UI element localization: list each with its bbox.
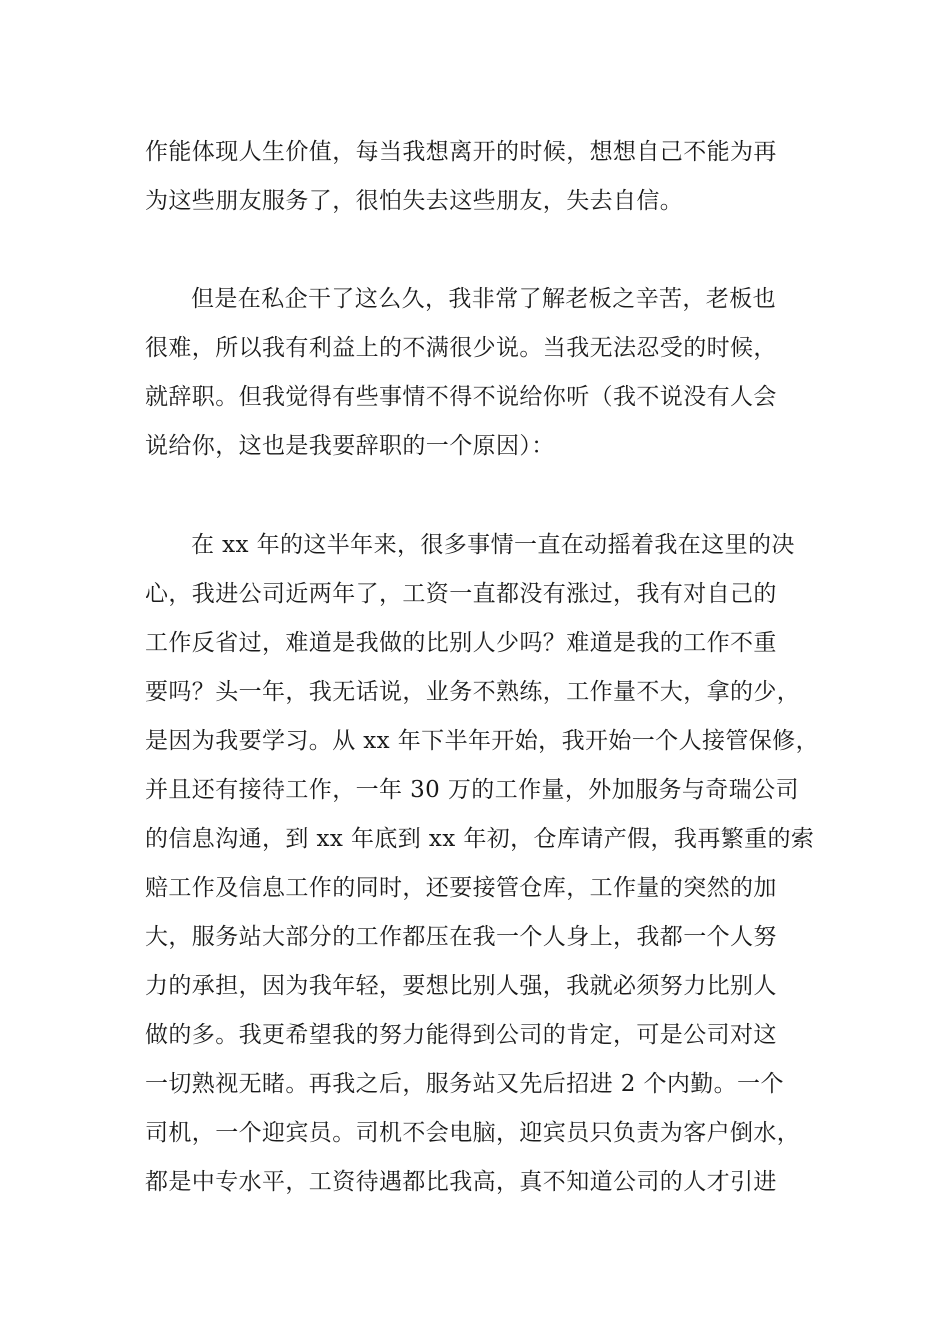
paragraph-3: [145, 521, 835, 1207]
text-line: 司机，一个迎宾员。司机不会电脑，迎宾员只负责为客户倒水，: [145, 1120, 801, 1146]
text-line: 赔工作及信息工作的同时，还要接管仓库，工作量的突然的加: [145, 875, 777, 901]
text-line: 做的多。我更希望我的努力能得到公司的肯定，可是公司对这: [145, 1022, 777, 1048]
text-line: 要吗？头一年，我无话说，业务不熟练，工作量不大，拿的少，: [145, 679, 801, 705]
text-line: 大，服务站大部分的工作都压在我一个人身上，我都一个人努: [145, 924, 777, 950]
text-line: 但是在私企干了这么久，我非常了解老板之辛苦，老板也: [191, 286, 776, 312]
text-line: 一切熟视无睹。再我之后，服务站又先后招进 2 个内勤。一个: [145, 1071, 784, 1097]
text-line: 心，我进公司近两年了，工资一直都没有涨过，我有对自己的: [145, 581, 777, 607]
text-line: 都是中专水平，工资待遇都比我高，真不知道公司的人才引进: [145, 1169, 777, 1195]
text-line: 说给你，这也是我要辞职的一个原因）：: [145, 433, 555, 459]
text-line: 力的承担，因为我年轻，要想比别人强，我就必须努力比别人: [145, 973, 777, 999]
text-line: 很难，所以我有利益上的不满很少说。当我无法忍受的时候，: [145, 335, 777, 361]
paragraph-2: [145, 275, 835, 471]
text-line: 作能体现人生价值，每当我想离开的时候，想想自己不能为再: [145, 139, 777, 165]
paragraph-1: [145, 128, 835, 226]
text-line: 就辞职。但我觉得有些事情不得不说给你听（我不说没有人会: [145, 384, 777, 410]
text-line: 的信息沟通，到 xx 年底到 xx 年初，仓库请产假，我再繁重的索: [145, 826, 815, 852]
text-line: 在 xx 年的这半年来，很多事情一直在动摇着我在这里的决: [191, 532, 795, 558]
text-line: 并且还有接待工作，一年 30 万的工作量，外加服务与奇瑞公司: [145, 777, 799, 803]
text-line: 是因为我要学习。从 xx 年下半年开始，我开始一个人接管保修，: [145, 728, 819, 754]
text-line: 为这些朋友服务了，很怕失去这些朋友，失去自信。: [145, 188, 684, 214]
text-line: 工作反省过，难道是我做的比别人少吗？难道是我的工作不重: [145, 630, 777, 656]
